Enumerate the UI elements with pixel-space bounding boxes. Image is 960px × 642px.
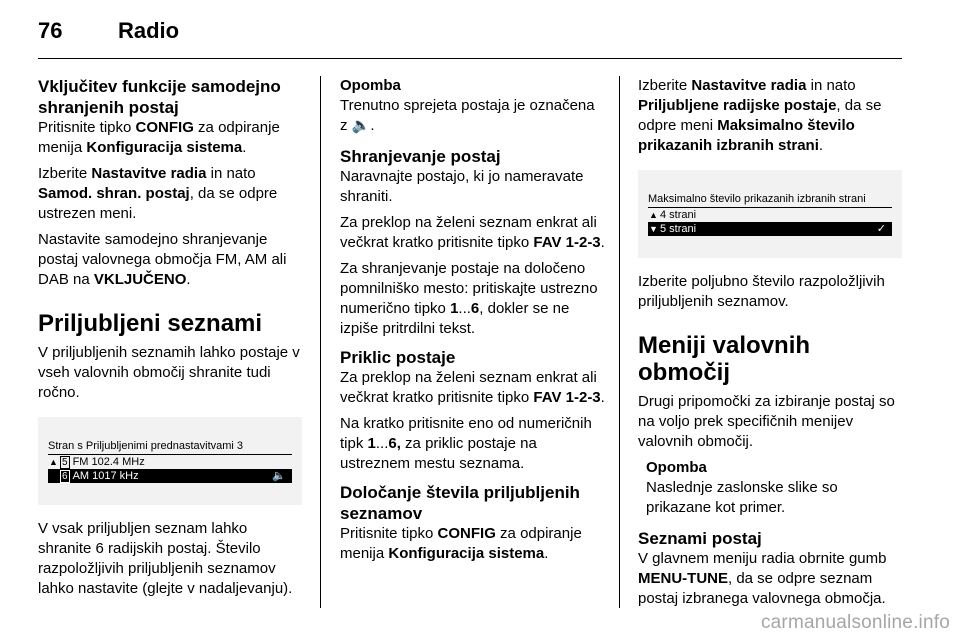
screen-title: Stran s Priljubljenimi prednastavitvami 3: [48, 439, 292, 455]
note: Opomba Trenutno sprejeta postaja je označena z 🔈.: [340, 76, 606, 136]
speaker-icon: 🔈: [272, 470, 286, 482]
paragraph: Za preklop na želeni seznam enkrat ali večkrat kratko pritisnite tipko FAV 1-2-3.: [340, 369, 605, 406]
paragraph: Izberite Nastavitve radia in nato Priljubljene radijske postaje, da se odpre meni Maksimalno število prikazanih izbranih strani.: [638, 77, 882, 154]
heading-count: Določanje števila priljubljenih seznamov: [340, 483, 580, 523]
heading-band-menus: Meniji valovnih območij: [638, 332, 811, 386]
heading-save: Shranjevanje postaj: [340, 147, 501, 166]
screen-list-item: ▲ 4 strani: [649, 209, 697, 221]
favourites-screen-figure: [38, 417, 302, 505]
paragraph: Pritisnite tipko CONFIG za odpiranje menija Konfiguracija sistema.: [340, 525, 582, 562]
paragraph: Izberite Nastavitve radia in nato Samod. shran. postaj, da se odpre ustrezen meni.: [38, 165, 278, 222]
screen-title: Maksimalno število prikazanih izbranih strani: [648, 192, 892, 208]
page-header: [0, 0, 960, 60]
column-1: [38, 76, 304, 605]
column-divider: [619, 76, 620, 608]
paragraph: Izberite poljubno število razpoložljivih priljubljenih seznamov.: [638, 273, 885, 310]
arrow-up-icon: ▲: [649, 210, 658, 220]
checkmark-icon: ✓: [876, 223, 886, 235]
screen-list-item-selected: ▼ 5 strani ✓: [648, 222, 892, 236]
arrow-up-icon: ▲: [49, 457, 58, 467]
heading-station-lists: Seznami postaj: [638, 529, 762, 548]
preset-slot: 5: [62, 457, 68, 468]
paragraph: V glavnem meniju radia obrnite gumb MENU-TUNE, da se odpre seznam postaj izbranega valovnega območja.: [638, 550, 887, 607]
paragraph: V priljubljenih seznamih lahko postaje v vseh valovnih območij shranite tudi ročno.: [38, 344, 300, 401]
screen-list-item: ▲ 5 FM 102.4 MHz: [49, 456, 145, 468]
paragraph: Pritisnite tipko CONFIG za odpiranje menija Konfiguracija sistema.: [38, 119, 280, 156]
note: Opomba Naslednje zaslonske slike so prikazane kot primer.: [638, 458, 904, 518]
section-title: Radio: [118, 18, 180, 43]
paragraph: Naravnajte postajo, ki jo nameravate shraniti.: [340, 168, 584, 205]
note-title: Opomba: [646, 459, 707, 476]
speaker-icon: 🔈: [351, 117, 371, 134]
paragraph: V vsak priljubljen seznam lahko shranite 6 radijskih postaj. Število razpoložljivih priljubljenih seznamov lahko nastavite (glejte v nadaljevanju).: [38, 520, 293, 597]
preset-slot: 6: [62, 471, 68, 482]
column-2: [340, 76, 606, 570]
paragraph: Za shranjevanje postaje na določeno pomnilniško mesto: pritiskajte ustrezno numerično tipko 1...6, dokler se ne izpiše pritrdilni tekst.: [340, 260, 598, 337]
column-3: [638, 76, 904, 615]
paragraph: Na kratko pritisnite eno od numeričnih tipk 1...6, za priklic postaje na ustreznem mestu seznama.: [340, 415, 592, 472]
screen-list-item-selected: 6 AM 1017 kHz 🔈: [48, 469, 292, 483]
heading-autosave: Vključitev funkcije samodejno shranjenih postaj: [38, 77, 281, 117]
note-title: Opomba: [340, 77, 401, 94]
heading-favourites: Priljubljeni seznami: [38, 310, 263, 337]
max-pages-screen-figure: [638, 170, 902, 258]
header-rule: [38, 58, 902, 59]
paragraph: Drugi pripomočki za izbiranje postaj so na voljo prek specifičnih menijev valovnih območij.: [638, 393, 895, 450]
watermark: carmanualsonline.info: [760, 612, 950, 633]
heading-recall: Priklic postaje: [340, 348, 456, 367]
paragraph: Za preklop na želeni seznam enkrat ali večkrat kratko pritisnite tipko FAV 1-2-3.: [340, 214, 605, 251]
arrow-down-icon: ▼: [649, 224, 658, 234]
page-number: 76: [38, 18, 63, 43]
column-divider: [320, 76, 321, 608]
paragraph: Nastavite samodejno shranjevanje postaj valovnega območja FM, AM ali DAB na VKLJUČENO.: [38, 231, 287, 288]
